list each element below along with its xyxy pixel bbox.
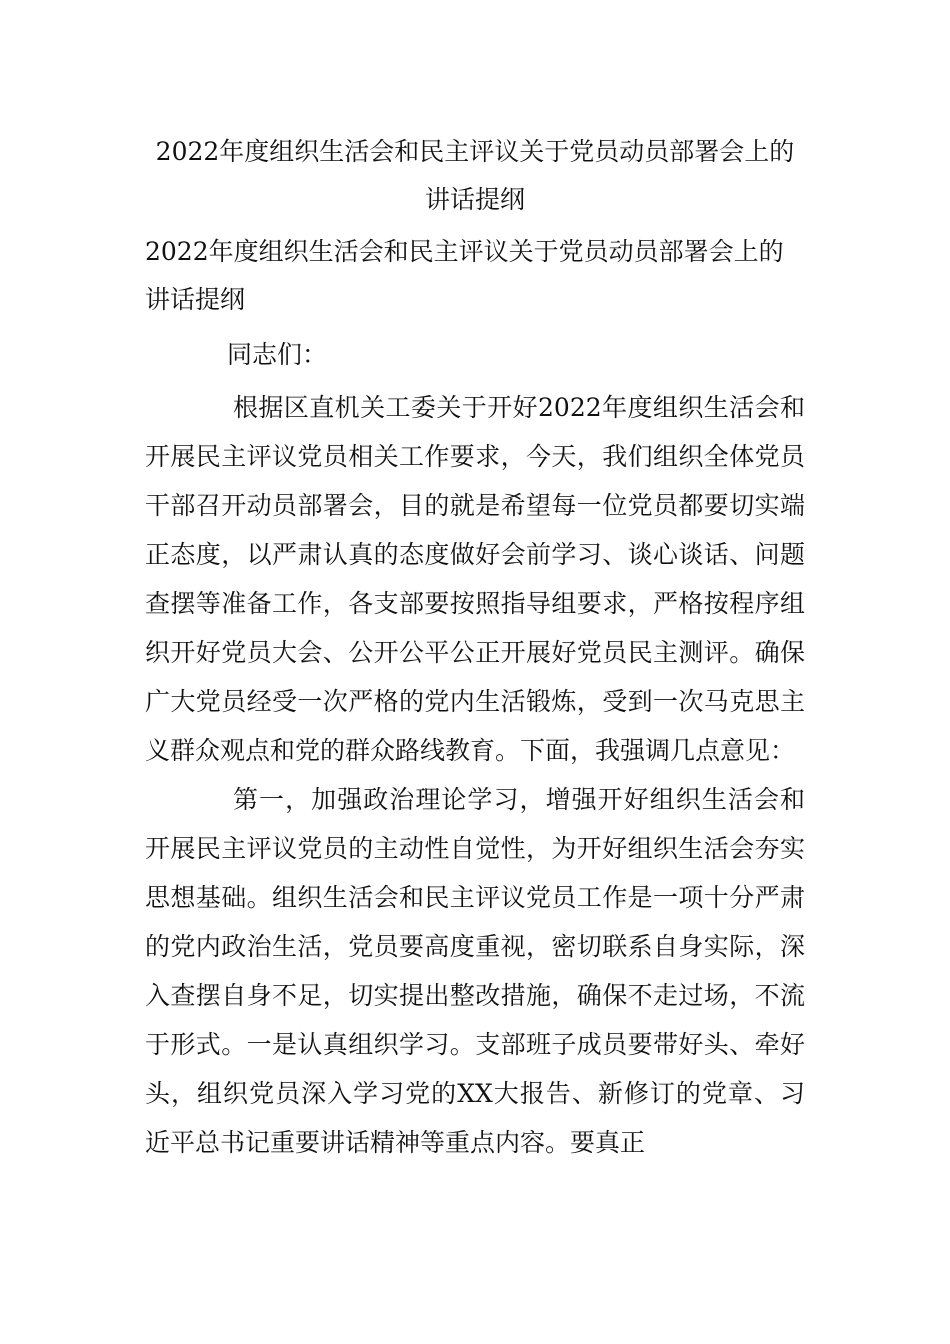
document-title: 2022年度组织生活会和民主评议关于党员动员部署会上的讲话提纲 [155,137,795,214]
document-subtitle: 2022年度组织生活会和民主评议关于党员动员部署会上的讲话提纲 [145,237,784,314]
greeting: 同志们： [227,340,328,369]
paragraph-1: 根据区直机关工委关于开好2022年度组织生活会和开展民主评议党员相关工作要求，今天，我们组织全体党员干部召开动员部署会，目的就是希望每一位党员都要切实端正态度，以严肃认真的态度做好会前学习、谈心谈话、问题查摆等准备工作，各支部要按照指导组要求，严格按程序组织开好党员大会、公开公平公正开展好党员民主测评。确保广大党员经受一次严格的党内生活锻炼，受到一次马克思主义群众观点和党的群众路线教育。下面，我强调几点意见： [145,393,805,765]
paragraph-2: 第一，加强政治理论学习，增强开好组织生活会和开展民主评议党员的主动性自觉性，为开好组织生活会夯实思想基础。组织生活会和民主评议党员工作是一项十分严肃的党内政治生活，党员要高度重视，密切联系自身实际，深入查摆自身不足，切实提出整改措施，确保不走过场，不流于形式。一是认真组织学习。支部班子成员要带好头、牵好头，组织党员深入学习党的XX大报告、新修订的党章、习近平总书记重要讲话精神等重点内容。要真正 [145,785,805,1157]
document-body [145,330,805,1167]
